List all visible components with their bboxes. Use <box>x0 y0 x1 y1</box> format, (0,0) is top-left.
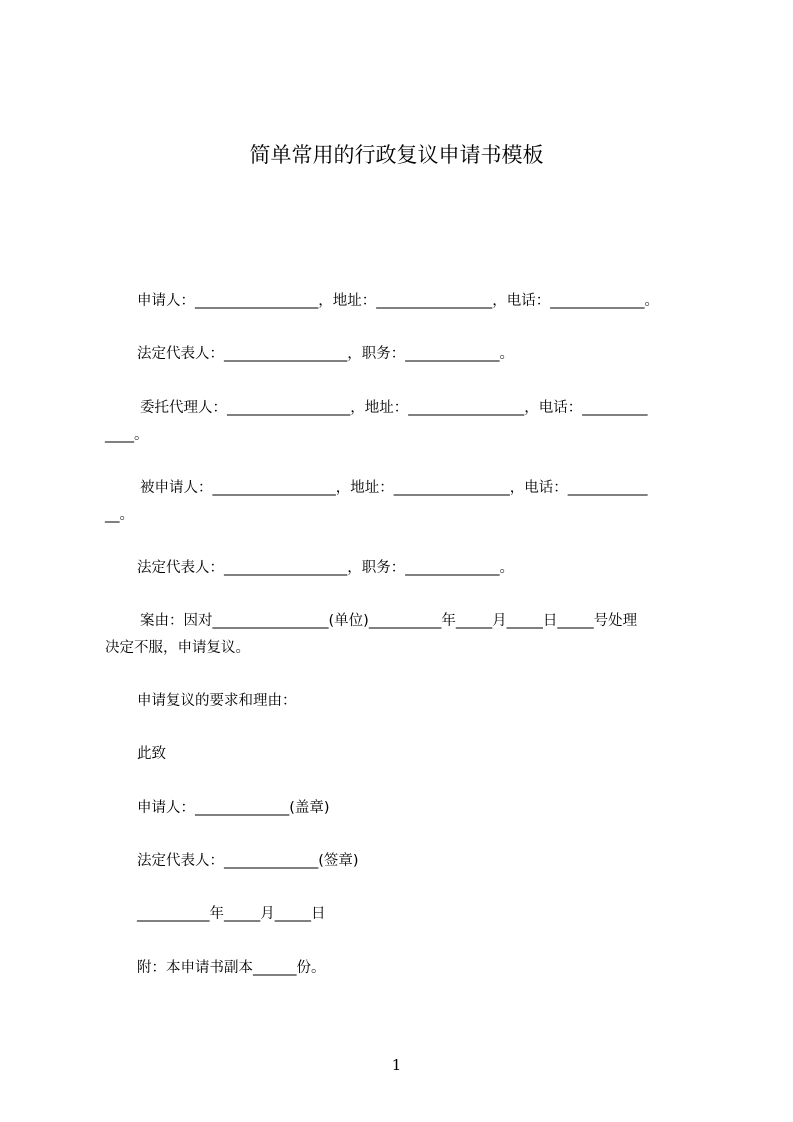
case-cause-line-1: 案由：因对________________(单位)__________年_____月_____日_____号处理 <box>140 613 638 629</box>
respondent-legal-representative-line: 法定代表人：_________________，职务：_____________。 <box>137 560 514 576</box>
page-title: 简单常用的行政复议申请书模板 <box>249 143 544 167</box>
signature-applicant: 申请人：_____________(盖章) <box>137 800 330 816</box>
page-number: 1 <box>391 1056 402 1074</box>
applicant-legal-representative-line: 法定代表人：_________________，职务：_____________。 <box>137 346 514 362</box>
respondent-line-1: 被申请人：_________________，地址：________________，电话：___________ <box>140 480 648 496</box>
applicant-line: 申请人：_________________，地址：________________，电话：_____________。 <box>137 293 659 309</box>
agent-line-1: 委托代理人：_________________，地址：________________，电话：_________ <box>140 400 648 416</box>
request-and-reason-heading: 申请复议的要求和理由： <box>137 693 297 709</box>
respondent-line-2: __。 <box>105 507 134 523</box>
attachment-note: 附：本申请书副本______份。 <box>137 960 326 976</box>
agent-line-2: ____。 <box>105 427 149 443</box>
salutation: 此致 <box>137 746 166 762</box>
case-cause-line-2: 决定不服，申请复议。 <box>105 640 250 656</box>
signature-legal-representative: 法定代表人：_____________(签章) <box>137 853 359 869</box>
signature-date: __________年_____月_____日 <box>137 906 326 922</box>
